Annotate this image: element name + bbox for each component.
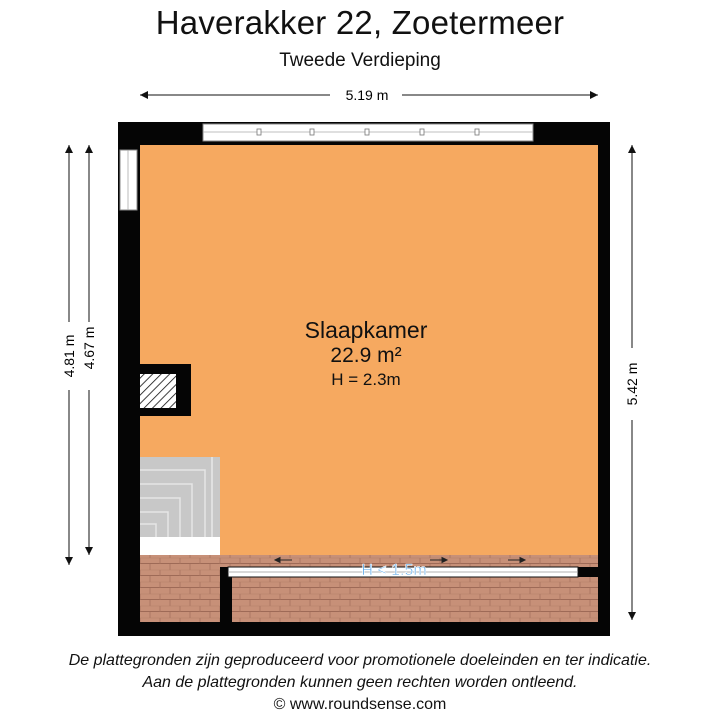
roof-tiles-left [140, 567, 220, 622]
floor-subtitle: Tweede Verdieping [279, 50, 441, 71]
disclaimer-line-2: Aan de plattegronden kunnen geen rechten worden ontleend. [142, 674, 578, 691]
room-area: 22.9 m² [330, 344, 402, 367]
roof-tiles-right [232, 577, 598, 622]
dimension-left-inner [81, 145, 97, 555]
arrow-left-icon [140, 91, 148, 99]
dimension-left-outer-label: 4.81 m [61, 334, 77, 378]
arrow-down-icon [85, 547, 93, 555]
arrow-up-icon [85, 145, 93, 153]
low-ceiling-label: H < 1.5m [361, 562, 427, 579]
dimension-top-label: 5.19 m [345, 87, 389, 103]
room-height: H = 2.3m [331, 370, 401, 389]
room-name: Slaapkamer [304, 317, 428, 343]
arrow-up-icon [628, 145, 636, 153]
shaft [133, 364, 191, 416]
arrow-right-icon [590, 91, 598, 99]
dimension-left-outer [61, 145, 77, 565]
disclaimer-line-1: De plattegronden zijn geproduceerd voor promotionele doeleinden en ter indicatie. [68, 652, 652, 669]
window-left [120, 150, 137, 210]
dimension-top [140, 87, 598, 103]
dimension-left-inner-label: 4.67 m [81, 326, 97, 370]
window-top [203, 124, 533, 141]
wall-stub [578, 567, 598, 577]
arrow-up-icon [65, 145, 73, 153]
dimension-right-label: 5.42 m [624, 362, 640, 406]
arrow-down-icon [65, 557, 73, 565]
arrow-down-icon [628, 612, 636, 620]
dimension-right [624, 145, 640, 620]
plan-title: Haverakker 22, Zoetermeer [155, 4, 565, 41]
copyright[interactable]: © www.roundsense.com [273, 696, 447, 713]
staircase [140, 457, 220, 555]
